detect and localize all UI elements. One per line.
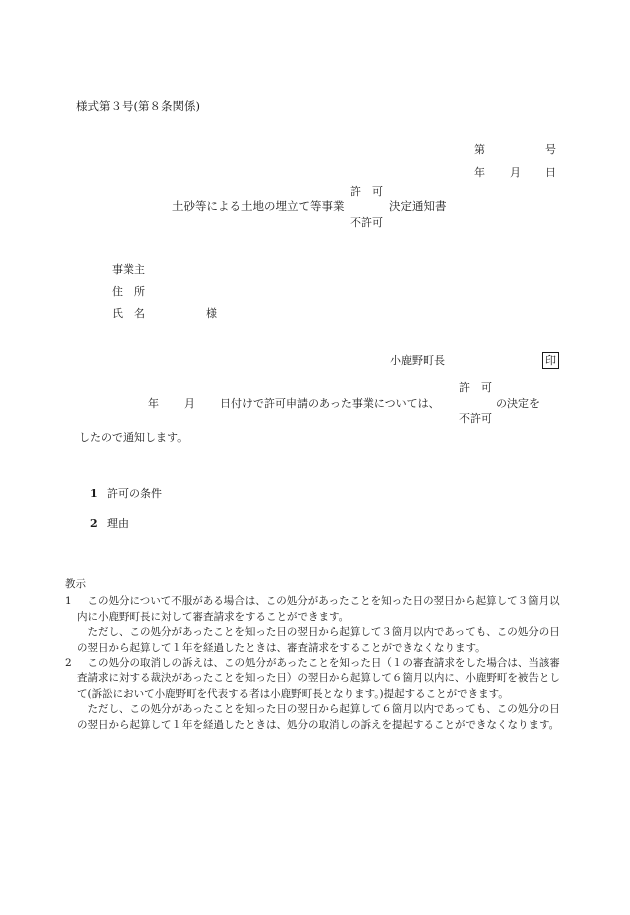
section-2-label: 理由 xyxy=(107,517,129,530)
title-main-before: 土砂等による土地の埋立て等事業 xyxy=(172,199,345,213)
notice-item-1-paragraph-2: ただし、この処分があったことを知った日の翌日から起算して３箇月以内であっても、この処分の日の翌日から起算して１年を経過したときは、審査請求をすることができなくなります。 xyxy=(77,626,560,654)
name-label: 氏 名 xyxy=(112,307,145,320)
body-option-deny: 不許可 xyxy=(459,412,492,425)
body-text-line2: したので通知します。 xyxy=(79,431,189,444)
notice-item-2-paragraph-1: この処分の取消しの訴えは、この処分があったことを知った日（１の審査請求をした場合は、当該審査請求に対する裁決があったことを知った日）の翌日から起算して６箇月以内に、小鹿野町を被告として(訴訟において小鹿野町を代表する者は小鹿野町長となります。)提起することができます。 xyxy=(77,657,560,700)
doc-number-suffix: 号 xyxy=(545,143,556,156)
notice-item-2 xyxy=(65,656,565,733)
notice-item-2-paragraph-2: ただし、この処分があったことを知った日の翌日から起算して６箇月以内であっても、この処分の日の翌日から起算して１年を経過したときは、処分の取消しの訴えを提起することができなくなります。 xyxy=(77,703,560,731)
honorific: 様 xyxy=(206,307,217,320)
notice-item-1-number: 1 xyxy=(65,595,72,608)
address-label: 住 所 xyxy=(112,285,145,298)
doc-number-prefix: 第 xyxy=(474,143,485,156)
notice-heading: 教示 xyxy=(65,578,86,590)
form-number: 様式第３号(第８条関係) xyxy=(76,99,200,113)
title-main-after: 決定通知書 xyxy=(389,199,447,213)
notice-item-1-paragraph-1: この処分について不服がある場合は、この処分があったことを知った日の翌日から起算して３箇月以内に小鹿野町長に対して審査請求をすることができます。 xyxy=(77,595,560,623)
notice-item-2-number: 2 xyxy=(65,657,72,670)
body-option-permit: 許 可 xyxy=(459,381,492,394)
body-text-after: の決定を xyxy=(496,397,540,410)
title-option-deny: 不許可 xyxy=(350,216,383,229)
seal-mark: 印 xyxy=(542,352,559,369)
body-text-before: 日付けで許可申請のあった事業については、 xyxy=(220,397,440,410)
issuer-name: 小鹿野町長 xyxy=(390,354,445,367)
notice-item-1 xyxy=(65,594,565,656)
date-day: 日 xyxy=(545,166,556,179)
notice-block xyxy=(65,577,565,733)
business-owner-label: 事業主 xyxy=(112,263,145,276)
body-year: 年 xyxy=(148,397,159,410)
section-1-number: 1 xyxy=(90,487,98,500)
section-1-label: 許可の条件 xyxy=(107,487,162,500)
date-month: 月 xyxy=(510,166,521,179)
body-month: 月 xyxy=(184,397,195,410)
date-year: 年 xyxy=(474,166,485,179)
title-option-permit: 許 可 xyxy=(350,185,383,198)
section-2-number: 2 xyxy=(90,517,98,530)
